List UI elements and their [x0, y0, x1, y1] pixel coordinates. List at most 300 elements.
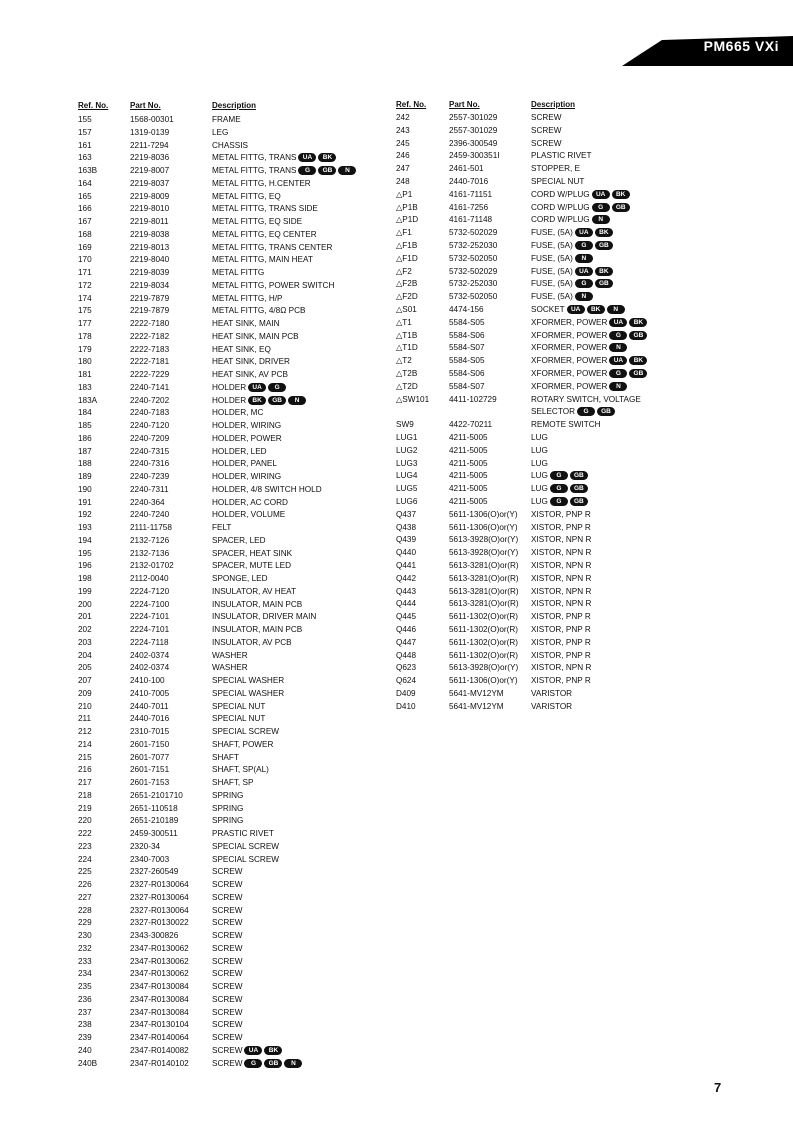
ref-no: 234: [78, 969, 92, 979]
ref-no: 166: [78, 204, 92, 214]
ref-no: 183: [78, 382, 92, 392]
description: [531, 368, 647, 381]
table-row: [0, 368, 793, 381]
ref-no: 171: [78, 268, 92, 277]
part-no: 5613-3281(O)or(R): [449, 561, 519, 570]
description-text: SPRING: [212, 803, 244, 813]
ref-no: 246: [396, 151, 410, 161]
ref-no: 174: [78, 293, 92, 303]
region-badge: G: [592, 203, 610, 212]
description-text: SPACER, LED: [212, 535, 266, 545]
ref-no: △F2: [396, 266, 412, 276]
part-no: 5732-502050: [449, 292, 498, 302]
description-text: SPECIAL SCREW: [212, 854, 280, 864]
description-text: CHASSIS: [212, 140, 248, 150]
table-row: [0, 650, 793, 663]
region-badge: GB: [595, 241, 613, 250]
table-row: [0, 163, 793, 176]
description: [531, 227, 613, 240]
ref-no: LUG5: [396, 484, 418, 494]
table-row: [0, 278, 793, 291]
region-badge: UA: [567, 305, 585, 314]
ref-no: 167: [78, 217, 92, 226]
ref-no: 247: [396, 164, 410, 174]
part-no: 2224-7118: [130, 637, 169, 647]
ref-no: Q441: [396, 561, 417, 570]
description-text: SPACER, HEAT SINK: [212, 548, 293, 558]
description: [212, 815, 243, 828]
ref-no: 216: [78, 765, 92, 775]
ref-no: △SW101: [396, 394, 430, 404]
part-no: 5584-S07: [449, 381, 485, 391]
description: [531, 406, 615, 419]
description-text: METAL FITTG, EQ: [212, 191, 281, 201]
part-no: 5613-3928(O)or(Y): [449, 548, 519, 558]
ref-no: 211: [78, 714, 92, 724]
ref-no: 193: [78, 523, 92, 532]
description-text: SPECIAL WASHER: [212, 676, 285, 685]
table-row: [0, 866, 793, 879]
description-text: XISTOR, NPN R: [531, 599, 592, 609]
part-no: 2343-300826: [130, 931, 179, 940]
table-row: [0, 956, 793, 969]
region-badge: N: [288, 396, 306, 405]
ref-no: △F2D: [396, 292, 418, 302]
description: [531, 150, 592, 163]
part-no: 2347-R0130062: [130, 943, 189, 953]
description: [531, 675, 591, 688]
ref-no: 203: [78, 637, 92, 647]
part-no: 2410-100: [130, 676, 165, 685]
description-text: SPECIAL NUT: [531, 177, 585, 186]
table-row: [0, 406, 793, 419]
part-no: 2224-7101: [130, 625, 170, 634]
ref-no: 164: [78, 178, 92, 188]
part-no: 2132-7136: [130, 548, 170, 558]
description-text: XISTOR, NPN R: [531, 535, 592, 545]
region-badge: G: [268, 383, 286, 392]
description-text: SCREW: [212, 880, 243, 889]
description: [531, 291, 593, 304]
part-no: 5611-1306(O)or(Y): [449, 509, 518, 519]
ref-no: 188: [78, 459, 92, 469]
part-no: 5584-S05: [449, 356, 485, 366]
part-no: 2651-210189: [130, 816, 179, 826]
part-no: 2320-34: [130, 841, 161, 851]
part-no: 4211-5005: [449, 484, 488, 494]
description: [531, 240, 613, 253]
region-badge: G: [298, 166, 316, 175]
region-badge: GB: [570, 484, 588, 493]
part-no: 2219-8007: [130, 166, 170, 175]
description-text: SCREW: [212, 994, 243, 1004]
region-badge: G: [550, 497, 568, 506]
part-no: 2440-7016: [449, 177, 489, 186]
table-row: [0, 291, 793, 304]
part-no: 2111-11758: [130, 523, 172, 532]
region-badge: BK: [612, 190, 630, 199]
description-text: METAL FITTG: [212, 268, 265, 277]
description-text: SCREW: [531, 113, 562, 122]
part-no: 4211-5005: [449, 445, 488, 455]
description-text: XFORMER, POWER: [531, 356, 608, 366]
part-no: 5613-3281(O)or(R): [449, 586, 519, 596]
part-no: 5611-1306(O)or(Y): [449, 522, 518, 532]
part-no: 5584-S06: [449, 369, 485, 378]
description: [212, 739, 273, 752]
ref-no: 170: [78, 255, 92, 265]
description-text: SCREW: [212, 1058, 243, 1068]
part-no: 2219-8010: [130, 204, 170, 214]
part-no: 4211-5005: [449, 458, 488, 468]
part-no: 2240-7141: [130, 382, 170, 392]
ref-no: 178: [78, 331, 92, 341]
ref-no: △P1B: [396, 202, 418, 212]
description: [212, 841, 279, 854]
description: [531, 509, 591, 522]
description: [531, 163, 580, 176]
part-no: 2222-7182: [130, 331, 170, 341]
table-row: [0, 624, 793, 637]
description-text: METAL FITTG, TRANS CENTER: [212, 242, 333, 252]
part-no: 2222-7180: [130, 319, 170, 328]
ref-no: 220: [78, 816, 92, 826]
description-text: ROTARY SWITCH, VOLTAGE: [531, 394, 641, 404]
description-text: LUG: [531, 445, 548, 455]
table-row: [0, 662, 793, 675]
ref-no: △T2: [396, 356, 412, 366]
description: [212, 713, 265, 726]
part-no: 2219-8038: [130, 229, 170, 239]
ref-no: 198: [78, 574, 92, 583]
table-row: [0, 598, 793, 611]
ref-no: 237: [78, 1007, 92, 1017]
ref-no: 205: [78, 663, 92, 673]
description-text: HOLDER, POWER: [212, 433, 282, 443]
ref-no: 248: [396, 177, 410, 186]
description-text: STOPPER, E: [531, 164, 580, 174]
description: [212, 803, 243, 816]
part-no: 2219-8039: [130, 268, 170, 277]
ref-no: △F1: [396, 228, 412, 238]
description: [531, 202, 630, 215]
description-text: FUSE, (5A): [531, 266, 573, 276]
description: [212, 994, 242, 1007]
part-no: 5732-502050: [449, 253, 498, 263]
description-text: SCREW: [212, 918, 243, 928]
ref-no: △T1: [396, 317, 412, 327]
table-row: [0, 1058, 793, 1071]
description-text: FELT: [212, 523, 232, 532]
ref-no: 228: [78, 905, 92, 915]
ref-no: 179: [78, 344, 92, 354]
ref-no: 196: [78, 561, 92, 571]
description-text: SCREW: [531, 125, 562, 135]
table-row: [0, 994, 793, 1007]
region-badge: G: [609, 331, 627, 340]
part-no: 2601-7153: [130, 778, 170, 787]
region-badge: GB: [595, 279, 613, 288]
ref-no: 195: [78, 548, 92, 558]
table-row: [0, 266, 793, 279]
ref-no: 215: [78, 752, 92, 762]
ref-no: 184: [78, 408, 92, 418]
description-text: SCREW: [212, 1033, 243, 1042]
description: [531, 355, 647, 368]
description-text: CORD W/PLUG: [531, 189, 590, 199]
ref-no: 245: [396, 138, 410, 148]
table-row: [0, 586, 793, 599]
table-row: [0, 726, 793, 739]
region-badge: BK: [629, 356, 647, 365]
part-no: 2240-7315: [130, 446, 170, 456]
description-text: SHAFT, SP(AL): [212, 765, 269, 775]
ref-no: 214: [78, 739, 92, 749]
left-header-ref: Ref. No.: [78, 101, 109, 110]
table-row: [0, 1007, 793, 1020]
description: [531, 624, 591, 637]
description-text: REMOTE SWITCH: [531, 420, 601, 430]
table-row: [0, 342, 793, 355]
description-text: FUSE, (5A): [531, 292, 573, 302]
table-row: [0, 125, 793, 138]
table-row: [0, 214, 793, 227]
part-no: 2601-7150: [130, 739, 170, 749]
ref-no: 218: [78, 790, 92, 800]
description-text: HOLDER, MC: [212, 408, 264, 418]
part-no: 5611-1302(O)or(R): [449, 637, 519, 647]
ref-no: 177: [78, 319, 92, 328]
part-no: 5732-502029: [449, 266, 498, 276]
part-no: 2347-R0130062: [130, 956, 189, 966]
part-no: 2222-7181: [130, 357, 170, 367]
table-row: [0, 547, 793, 560]
part-no: 4211-5005: [449, 497, 488, 506]
region-badge: UA: [575, 267, 593, 276]
part-no: 4211-5005: [449, 433, 488, 442]
right-header-desc: Description: [531, 100, 576, 109]
description: [212, 790, 243, 803]
part-no: 4474-156: [449, 305, 484, 314]
description: [212, 828, 274, 841]
description-text: METAL FITTG, EQ SIDE: [212, 217, 303, 226]
description: [212, 930, 242, 943]
description-text: METAL FITTG, H/P: [212, 293, 283, 303]
part-no: 2327-R0130022: [130, 918, 189, 928]
ref-no: Q438: [396, 522, 417, 532]
ref-no: 165: [78, 191, 92, 201]
table-row: [0, 968, 793, 981]
region-badge: N: [338, 166, 356, 175]
ref-no: 239: [78, 1033, 92, 1042]
region-badge: GB: [612, 203, 630, 212]
description-text: SHAFT: [212, 752, 239, 762]
description-text: WASHER: [212, 663, 248, 673]
part-no: 2327-R0130064: [130, 880, 189, 889]
table-row: [0, 253, 793, 266]
part-no: 2112-0040: [130, 574, 169, 583]
ref-no: 233: [78, 956, 92, 966]
ref-no: △F2B: [396, 279, 418, 289]
ref-no: 172: [78, 280, 92, 290]
ref-no: SW9: [396, 420, 414, 430]
description-text: SPECIAL SCREW: [212, 841, 280, 851]
table-row: [0, 777, 793, 790]
description: [531, 214, 610, 227]
ref-no: Q437: [396, 509, 417, 519]
table-row: [0, 394, 793, 407]
part-no: 2402-0374: [130, 663, 170, 673]
ref-no: 222: [78, 829, 92, 838]
ref-no: Q443: [396, 586, 417, 596]
part-no: 5611-1302(O)or(R): [449, 612, 519, 622]
description: [212, 943, 242, 956]
description: [531, 470, 588, 483]
part-no: 2459-300351I: [449, 151, 500, 161]
table-row: [0, 355, 793, 368]
part-no: 4161-7256: [449, 202, 489, 212]
description-text: INSULATOR, AV PCB: [212, 637, 292, 647]
ref-no: Q439: [396, 535, 417, 545]
table-row: [0, 112, 793, 125]
part-no: 2327-R0130064: [130, 892, 189, 902]
description-text: XISTOR, PNP R: [531, 522, 591, 532]
description-text: SCREW: [212, 905, 243, 915]
description: [212, 917, 242, 930]
region-badge: N: [575, 254, 593, 263]
part-no: 2347-R0130104: [130, 1020, 189, 1030]
ref-no: △P1D: [396, 215, 419, 225]
description-text: XISTOR, PNP R: [531, 650, 591, 660]
part-no: 4161-71151: [449, 189, 493, 199]
description: [531, 611, 591, 624]
part-no: 2327-R0130064: [130, 905, 189, 915]
part-no: 5613-3928(O)or(Y): [449, 535, 519, 545]
description: [212, 956, 242, 969]
description-text: SOCKET: [531, 305, 565, 314]
description-text: FUSE, (5A): [531, 241, 573, 250]
region-badge: N: [609, 343, 627, 352]
ref-no: 168: [78, 229, 92, 239]
description: [531, 253, 593, 266]
table-row: [0, 739, 793, 752]
table-row: [0, 509, 793, 522]
region-badge: UA: [575, 228, 593, 237]
region-badge: UA: [592, 190, 610, 199]
part-no: 4411-102729: [449, 394, 497, 404]
region-badge: UA: [244, 1046, 262, 1055]
table-row: [0, 943, 793, 956]
part-no: 2240-7120: [130, 421, 170, 430]
region-badge: G: [550, 484, 568, 493]
ref-no: 226: [78, 880, 92, 889]
description-text: LUG: [531, 471, 548, 481]
table-row: [0, 240, 793, 253]
description-text: LEG: [212, 127, 229, 137]
description: [531, 496, 588, 509]
ref-no: 225: [78, 867, 92, 877]
description-text: METAL FITTG, MAIN HEAT: [212, 255, 313, 265]
part-no: 2219-8036: [130, 153, 170, 163]
part-no: 5584-S07: [449, 343, 485, 353]
table-row: [0, 930, 793, 943]
part-no: 5611-1302(O)or(R): [449, 625, 519, 634]
ref-no: △F1D: [396, 253, 418, 263]
description-text: PLASTIC RIVET: [531, 151, 592, 161]
description-text: SPACER, MUTE LED: [212, 561, 292, 571]
part-no: 5732-252030: [449, 241, 498, 250]
left-header-desc: Description: [212, 101, 257, 110]
description-text: SHAFT, SP: [212, 778, 254, 787]
table-row: [0, 611, 793, 624]
table-row: [0, 1032, 793, 1045]
table-row: [0, 764, 793, 777]
ref-no: 238: [78, 1020, 92, 1030]
part-no: 2651-2101710: [130, 790, 183, 800]
ref-no: 163B: [78, 166, 98, 175]
description-text: METAL FITTG, 4/8Ω PCB: [212, 306, 306, 316]
table-row: [0, 854, 793, 867]
ref-no: △T1B: [396, 330, 418, 340]
description: [531, 138, 561, 151]
description: [531, 534, 591, 547]
part-no: 2327-260549: [130, 867, 179, 877]
part-no: 2132-7126: [130, 535, 170, 545]
region-badge: GB: [629, 331, 647, 340]
table-row: [0, 892, 793, 905]
table-row: [0, 701, 793, 714]
description: [212, 854, 279, 867]
ref-no: 202: [78, 625, 92, 634]
description-text: SPRING: [212, 816, 244, 826]
description-text: WASHER: [212, 650, 248, 660]
ref-no: 190: [78, 484, 92, 494]
table-row: [0, 138, 793, 151]
description: [212, 1007, 242, 1020]
part-no: 2240-7240: [130, 510, 170, 520]
table-row: [0, 150, 793, 163]
description-text: LUG: [531, 497, 548, 506]
part-no: 2557-301029: [449, 113, 498, 122]
table-row: [0, 803, 793, 816]
ref-no: 199: [78, 586, 92, 596]
table-row: [0, 330, 793, 343]
description-text: SELECTOR: [531, 407, 575, 417]
description-text: XFORMER, POWER: [531, 369, 608, 378]
description-text: HEAT SINK, AV PCB: [212, 370, 288, 379]
description-text: HEAT SINK, EQ: [212, 344, 271, 354]
table-row: [0, 432, 793, 445]
description-text: SHAFT, POWER: [212, 739, 274, 749]
description: [212, 1019, 242, 1032]
table-row: [0, 1019, 793, 1032]
description-text: SCREW: [212, 956, 243, 966]
table-row: [0, 573, 793, 586]
region-badge: BK: [629, 318, 647, 327]
region-badge: BK: [587, 305, 605, 314]
description-text: FRAME: [212, 115, 241, 124]
ref-no: 232: [78, 943, 92, 953]
part-no: 2459-300511: [130, 829, 178, 838]
description: [212, 905, 242, 918]
description-text: HOLDER, PANEL: [212, 459, 277, 469]
description: [531, 522, 591, 535]
ref-no: 227: [78, 892, 92, 902]
description: [212, 1058, 302, 1071]
ref-no: 191: [78, 497, 92, 507]
description-text: VARISTOR: [531, 701, 573, 711]
ref-no: LUG2: [396, 445, 418, 455]
